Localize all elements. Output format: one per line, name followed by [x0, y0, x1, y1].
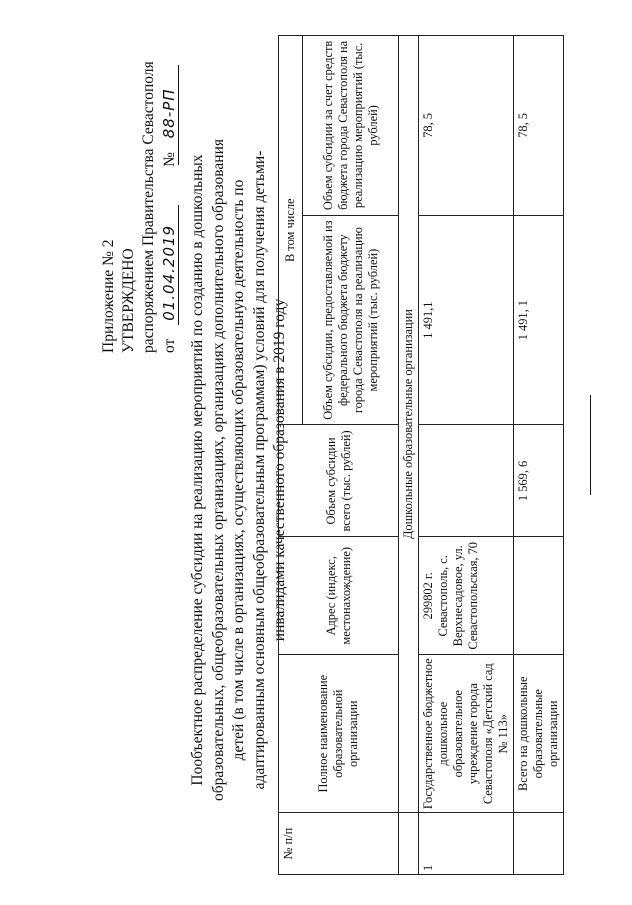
- total-federal: 1 491, 1: [514, 215, 564, 425]
- header-federal: Объем субсидии, предоставляемой из федерального бюджета бюджету города Севастополя на реализацию мероприятий (тыс. рублей): [303, 215, 399, 425]
- number-underline: [178, 65, 179, 165]
- order-date-line: [160, 88, 179, 353]
- row-city: 78, 5: [419, 36, 514, 216]
- closing-line: [590, 395, 591, 495]
- row-federal: 1 491,1: [419, 215, 514, 425]
- header-name: Полное наименование образовательной организации: [279, 655, 399, 813]
- row-num: 1: [419, 813, 514, 875]
- handwritten-number: 88-РП: [160, 88, 178, 139]
- appendix-label: Приложение № 2: [100, 239, 117, 353]
- header-address: Адрес (индекс, местонахождение): [279, 537, 399, 655]
- row-address: 299802 г. Севастополь, с. Верхнесадовое, ул. Севастопольская, 70: [419, 537, 514, 655]
- header-including: В том числе: [279, 36, 303, 426]
- header-city: Объем субсидии за счет средств бюджета города Севастополя на реализацию мероприятий (тыс. рублей): [303, 36, 399, 216]
- number-label: №: [161, 152, 178, 167]
- document-title: Пообъектное распределение субсидии на реализацию мероприятий по созданию в дошкольных образовательных, общеобразовательных организациях, организациях дополнительного образования детей (в том числе в организациях, осуществляющих образовательную деятельность по адаптированным основным общеобразовательным программам) условий для получения детьми-инвалидами качественного образования в 2019 году: [189, 138, 288, 802]
- handwritten-date: 01.04.2019: [160, 224, 178, 321]
- header-total: Объем субсидии всего (тыс. рублей): [279, 425, 399, 537]
- total-address-empty: [514, 537, 564, 655]
- section-spacer: [399, 813, 419, 875]
- total-label: Всего на дошкольные образовательные организации: [514, 655, 564, 813]
- total-row: [514, 36, 564, 875]
- total-city: 78, 5: [514, 36, 564, 216]
- subsidy-table: [278, 35, 564, 875]
- approved-label: УТВЕРЖДЕНО: [120, 248, 137, 353]
- header-num: № п/п: [279, 813, 399, 875]
- total-spacer: [514, 813, 564, 875]
- date-underline: [178, 205, 179, 325]
- row-total: [419, 425, 514, 537]
- table-row: [419, 36, 514, 875]
- order-line: распоряжением Правительства Севастополя: [140, 61, 157, 353]
- total-sum: 1 569, 6: [514, 425, 564, 537]
- section-title: Дошкольные образовательные организации: [399, 36, 419, 813]
- from-label: от: [161, 338, 178, 353]
- row-name: Государственное бюджетное дошкольное образовательное учреждение города Севастополя «Детский сад № 113»: [419, 655, 514, 813]
